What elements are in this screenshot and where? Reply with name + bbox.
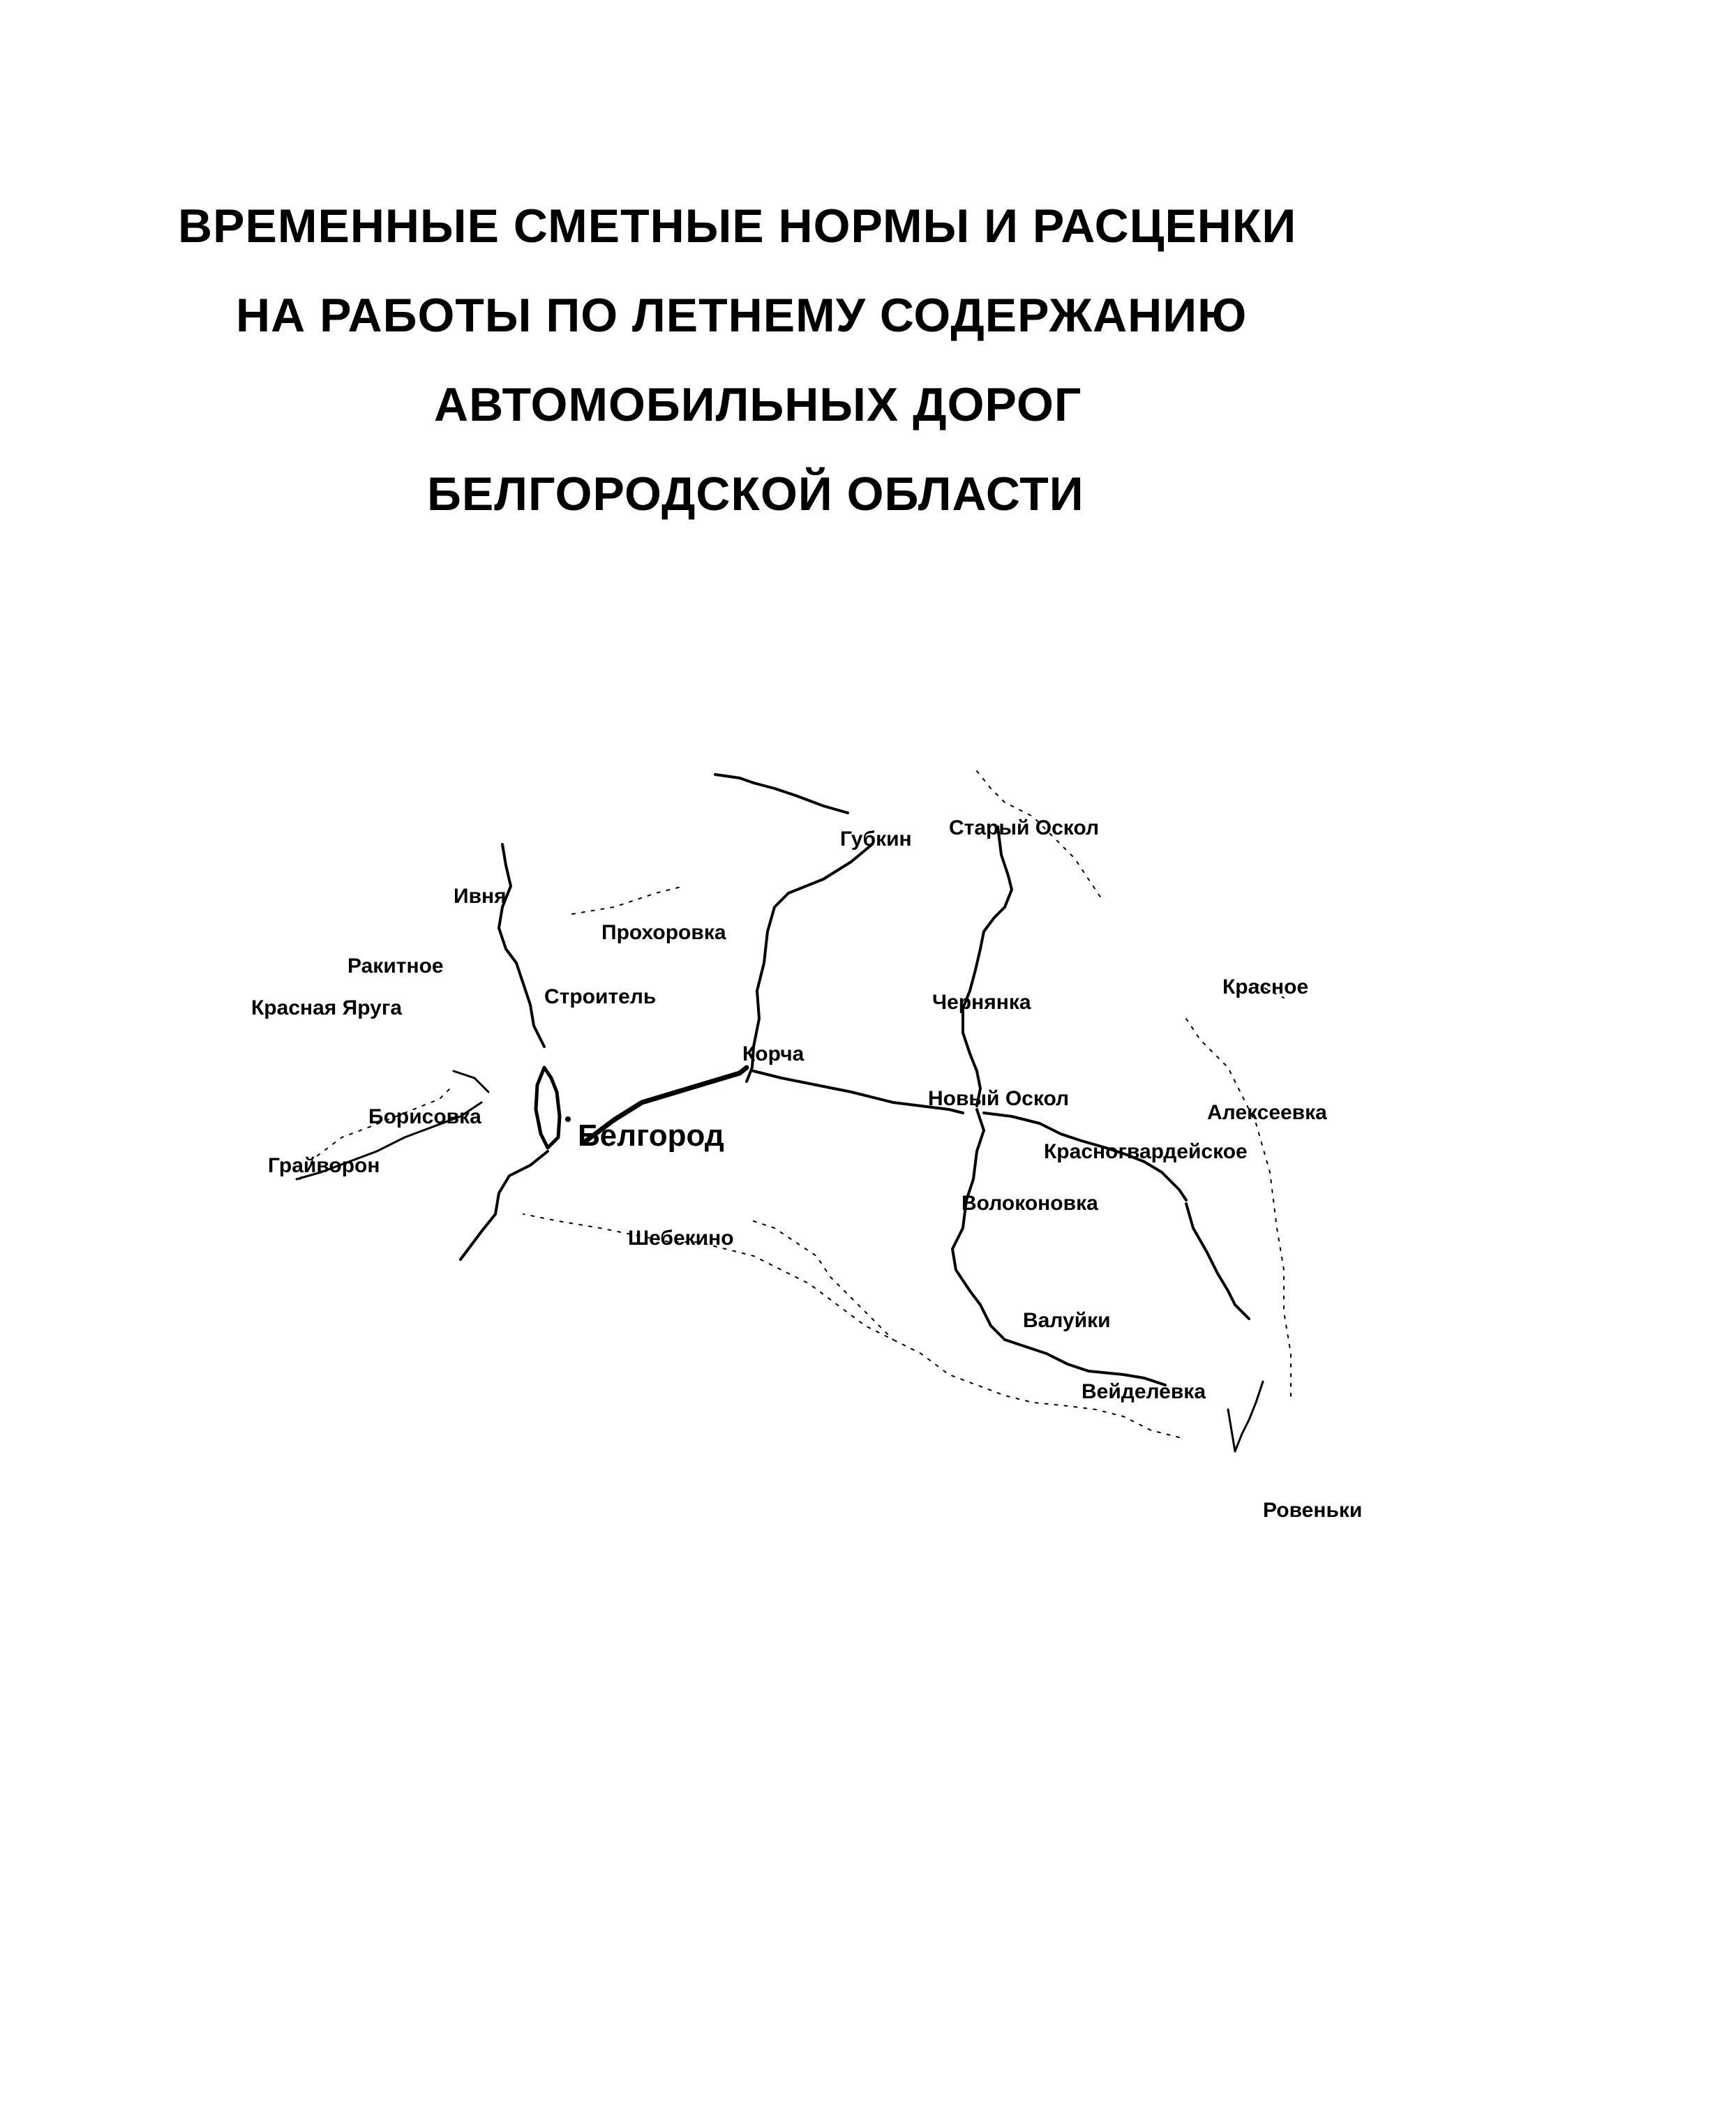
road-borisovka [454, 1071, 488, 1092]
town-volokonovka: Волоконовка [961, 1192, 1098, 1215]
title-line-3: АВТОМОБИЛЬНЫХ ДОРОГ [434, 378, 1082, 431]
road-belgorod-loop [536, 1068, 560, 1148]
secondary-shebekino [754, 1221, 893, 1340]
town-shebekino: Шебекино [628, 1227, 734, 1250]
town-grayvoron: Грайворон [268, 1154, 380, 1177]
town-prokhorovka: Прохоровка [601, 921, 726, 944]
town-veydelevka: Вейделевка [1082, 1380, 1206, 1403]
road-gubkin-north [715, 775, 848, 813]
belgorod-marker [565, 1116, 571, 1122]
town-krasnoe: Красное [1222, 975, 1309, 998]
region-road-map [223, 740, 1395, 1563]
town-noviy-oskol: Новый Оскол [928, 1087, 1070, 1110]
town-valuyki: Валуйки [1023, 1309, 1111, 1332]
road-valuyki-veydelevka [1005, 1340, 1165, 1385]
secondary-prokhorovka [572, 886, 684, 914]
road-rovenki [1235, 1382, 1263, 1451]
title-line-1: ВРЕМЕННЫЕ СМЕТНЫЕ НОРМЫ И РАСЦЕНКИ [178, 200, 1297, 253]
town-alekseevka: Алексеевка [1207, 1101, 1327, 1124]
town-rovenki: Ровеньки [1263, 1499, 1363, 1522]
road-rovenki-branch [1228, 1409, 1235, 1451]
title-line-4: БЕЛГОРОДСКОЙ ОБЛАСТИ [427, 467, 1084, 521]
road-ivnya-stroitel [499, 844, 544, 1047]
road-alekseevka-rovenki [1186, 1204, 1249, 1319]
town-ivnya: Ивня [454, 885, 507, 908]
town-rakitnoe: Ракитное [347, 955, 444, 978]
town-krasnogvardeyskoe: Красногвардейское [1044, 1140, 1248, 1163]
town-stary-oskol: Старый Оскол [949, 816, 1100, 839]
road-belgorod-south [461, 1151, 548, 1259]
road-stary-oskol-noviy-oskol [963, 827, 1012, 1106]
town-belgorod: Белгород [578, 1118, 724, 1153]
road-noviy-oskol-valuyki [952, 1109, 1005, 1340]
town-borisovka: Борисовка [368, 1105, 481, 1128]
boundary-east [1186, 1019, 1291, 1402]
town-korocha: Корча [742, 1042, 805, 1065]
town-chernyanka: Чернянка [932, 991, 1031, 1014]
town-krasnaya-yaruga: Красная Яруга [251, 996, 403, 1019]
title-line-2: НА РАБОТЫ ПО ЛЕТНЕМУ СОДЕРЖАНИЮ [236, 289, 1248, 342]
town-gubkin: Губкин [840, 828, 912, 851]
town-stroitel: Строитель [544, 985, 657, 1008]
